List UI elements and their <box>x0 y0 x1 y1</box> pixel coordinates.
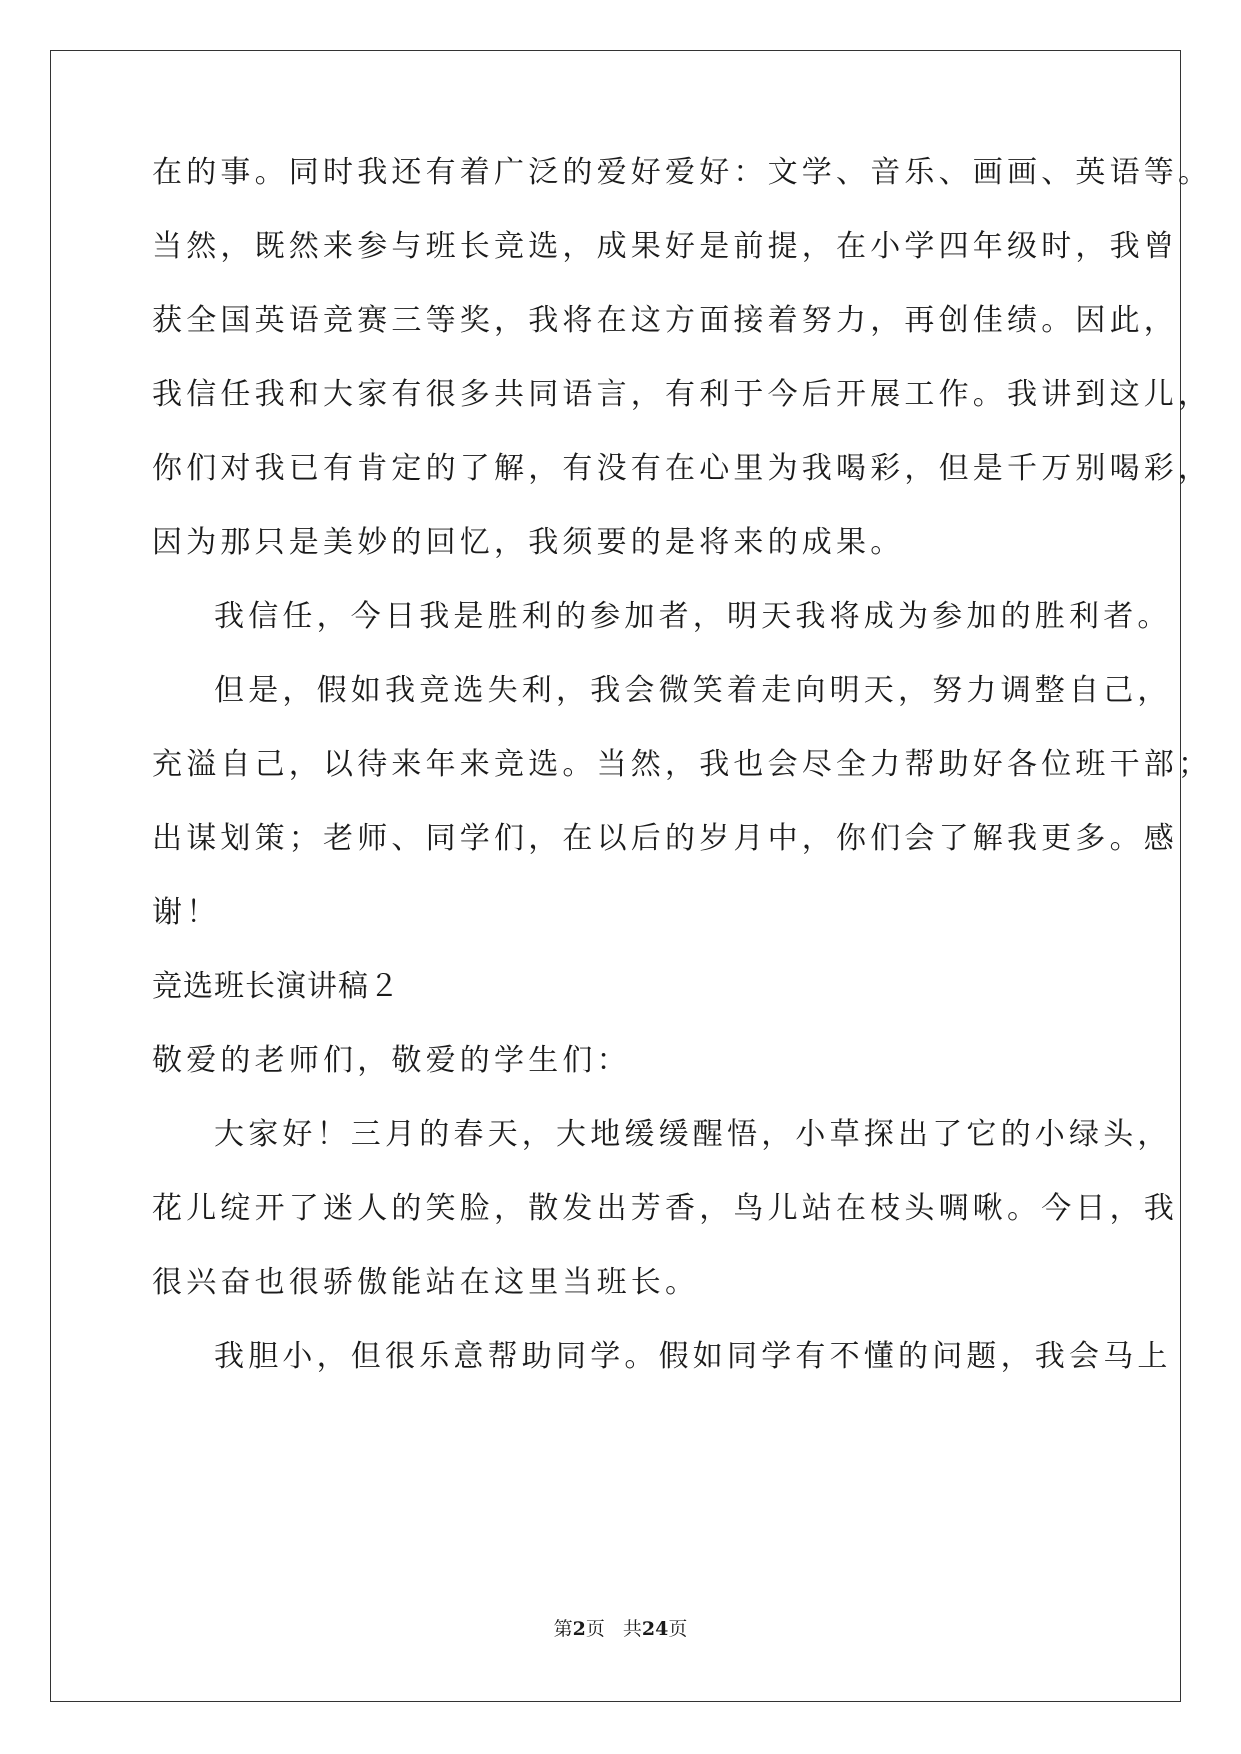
page-prefix: 第 <box>553 1618 573 1640</box>
body-text-line: 充溢自己，以待来年来竞选。当然，我也会尽全力帮助好各位班干部； <box>152 747 1213 782</box>
body-text-line: 很兴奋也很骄傲能站在这里当班长。 <box>152 1265 700 1300</box>
salutation: 敬爱的老师们，敬爱的学生们： <box>152 1043 631 1078</box>
total-prefix: 共 <box>622 1618 642 1640</box>
current-page-number: 2 <box>572 1618 586 1640</box>
paragraph-first-line: 大家好！三月的春天，大地缓缓醒悟，小草探出了它的小绿头， <box>214 1117 1172 1152</box>
body-text-line: 因为那只是美妙的回忆，我须要的是将来的成果。 <box>152 525 905 560</box>
body-text-line: 获全国英语竞赛三等奖，我将在这方面接着努力，再创佳绩。因此， <box>152 303 1178 338</box>
total-suffix: 页 <box>668 1618 688 1640</box>
paragraph-first-line: 我信任，今日我是胜利的参加者，明天我将成为参加的胜利者。 <box>214 599 1172 634</box>
body-text-line: 你们对我已有肯定的了解，有没有在心里为我喝彩，但是千万别喝彩， <box>152 451 1213 486</box>
page-border <box>50 50 1181 1702</box>
body-text-line: 花儿绽开了迷人的笑脸，散发出芳香，鸟儿站在枝头啁啾。今日，我 <box>152 1191 1178 1226</box>
body-text-line: 谢！ <box>152 895 221 930</box>
section-heading: 竞选班长演讲稿２ <box>152 969 400 1004</box>
body-text-line: 当然，既然来参与班长竞选，成果好是前提，在小学四年级时，我曾 <box>152 229 1178 264</box>
body-text-line: 在的事。同时我还有着广泛的爱好爱好：文学、音乐、画画、英语等。 <box>152 155 1213 190</box>
total-page-count: 24 <box>641 1618 669 1640</box>
body-text-line: 我信任我和大家有很多共同语言，有利于今后开展工作。我讲到这儿， <box>152 377 1213 412</box>
page-suffix: 页 <box>585 1618 605 1640</box>
paragraph-first-line: 我胆小，但很乐意帮助同学。假如同学有不懂的问题，我会马上 <box>214 1339 1172 1374</box>
paragraph-first-line: 但是，假如我竞选失利，我会微笑着走向明天，努力调整自己， <box>214 673 1172 708</box>
page-number-footer <box>0 1617 1241 1641</box>
body-text-line: 出谋划策；老师、同学们，在以后的岁月中，你们会了解我更多。感 <box>152 821 1178 856</box>
